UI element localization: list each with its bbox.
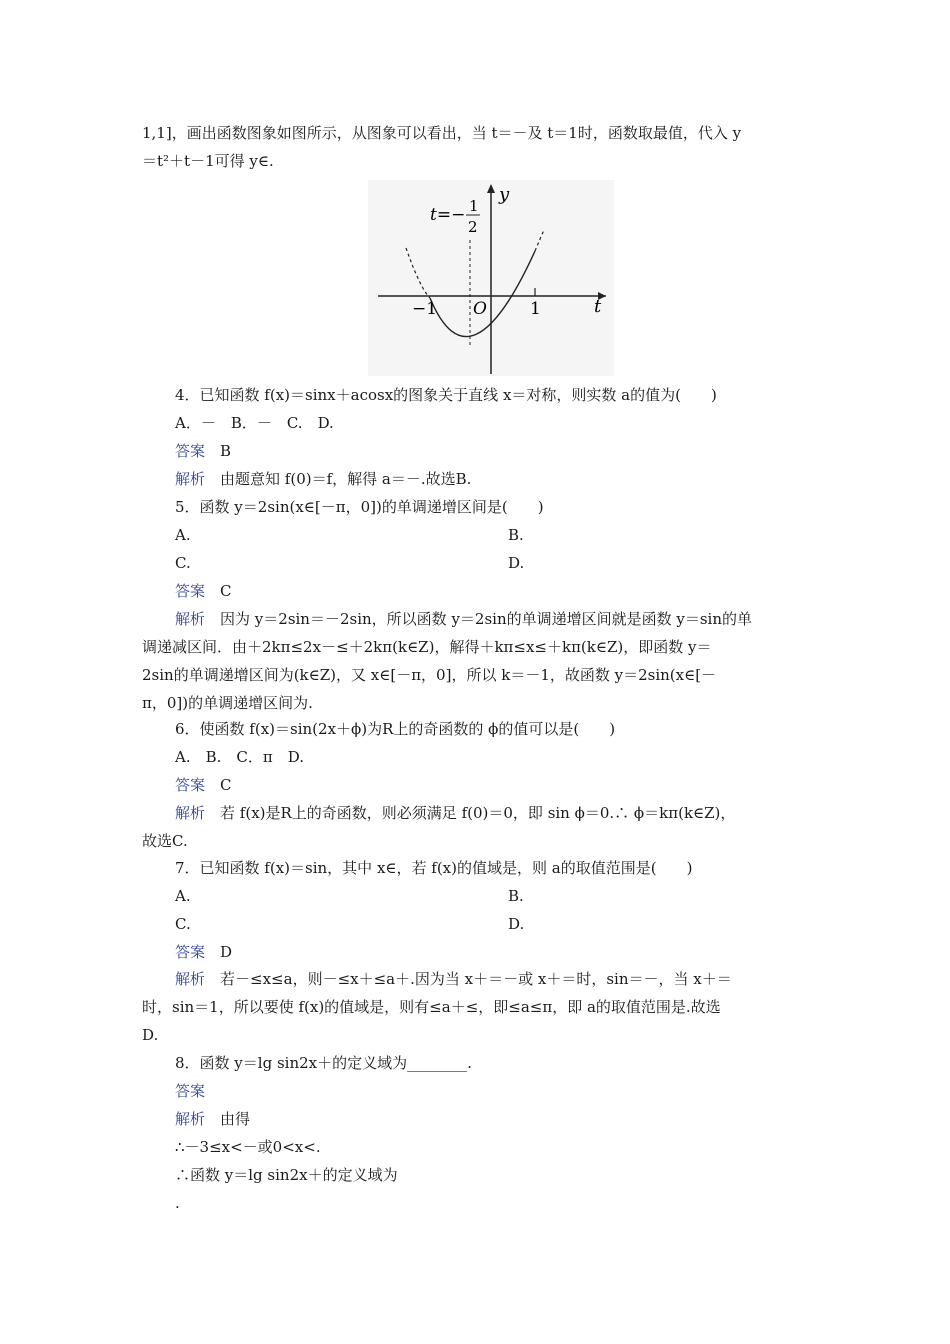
q7-option-d: D. (508, 915, 525, 933)
q5-solution-3: 2sin的单调递增区间为(k∈Z)，又 x∈[－π，0]，所以 k＝－1，故函数 y＝2sin(x∈[－ (142, 666, 717, 684)
q7-solution-2: 时，sin＝1，所以要使 f(x)的值域是，则有≤a＋≤，即≤a≤π，即 a的取值范围是.故选 (142, 998, 721, 1016)
y-axis-label: y (499, 184, 510, 205)
parabola-curve (430, 251, 535, 337)
vertex-denominator: 2 (468, 218, 478, 236)
q6-options: A. B. C．π D. (175, 748, 304, 766)
parabola-figure (368, 180, 614, 376)
q4-options: A．－ B．－ C. D. (175, 414, 334, 432)
vertex-numerator: 1 (469, 197, 479, 215)
parabola-left-dashed (406, 248, 430, 298)
t-axis-label: t (594, 296, 602, 317)
q6-stem: 6．使函数 f(x)＝sin(2x＋ϕ)为R上的奇函数的 ϕ的值可以是( ) (175, 720, 616, 738)
answer-value: D (220, 943, 233, 961)
answer-label: 答案 (175, 442, 206, 460)
solution-label: 解析 (175, 1110, 206, 1128)
q7-solution-1: 解析 若－≤x≤a，则－≤x＋≤a＋.因为当 x＋＝－或 x＋＝时，sin＝－，当 x＋＝ (175, 970, 732, 988)
solution-label: 解析 (175, 804, 206, 822)
q8-stem: 8．函数 y＝lg sin2x＋的定义域为________. (175, 1054, 472, 1072)
q7-answer (175, 942, 232, 962)
q4-solution: 解析 由题意知 f(0)＝f，解得 a＝－.故选B. (175, 470, 472, 488)
q8-solution-1: 解析 由得 (175, 1110, 251, 1128)
solution-label: 解析 (175, 970, 206, 988)
answer-value: B (220, 442, 232, 460)
intro-line-2: ＝t²＋t－1可得 y∈. (142, 152, 274, 170)
q5-option-c: C. (175, 554, 191, 572)
q7-option-b: B. (508, 887, 524, 905)
q7-option-a: A. (175, 887, 191, 905)
q7-option-c: C. (175, 915, 191, 933)
q5-stem: 5．函数 y＝2sin(x∈[－π，0])的单调递增区间是( ) (175, 498, 544, 516)
solution-label: 解析 (175, 610, 206, 628)
q5-answer (175, 581, 232, 601)
q8-solution-3: ∴函数 y＝lg sin2x＋的定义域为 (175, 1166, 398, 1184)
q5-option-b: B. (508, 526, 524, 544)
q5-option-d: D. (508, 554, 525, 572)
q7-solution-3: D. (142, 1026, 159, 1044)
q6-solution-2: 故选C. (142, 832, 188, 850)
intro-line-1: 1,1]，画出函数图象如图所示，从图象可以看出，当 t＝－及 t＝1时，函数取最值，代入 y (142, 124, 742, 142)
answer-label: 答案 (175, 776, 206, 794)
solution-label: 解析 (175, 470, 206, 488)
origin-label: O (473, 299, 487, 319)
answer-value: C (220, 582, 232, 600)
answer-label: 答案 (175, 943, 206, 961)
vertex-t-label: t=− (430, 205, 466, 225)
q6-solution-1: 解析 若 f(x)是R上的奇函数，则必须满足 f(0)＝0，即 sin ϕ＝0.∴ ϕ＝kπ(k∈Z)， (175, 804, 736, 822)
q8-solution-4: . (175, 1194, 180, 1212)
tick-neg1-label: −1 (412, 299, 438, 319)
q5-solution-4: π，0])的单调递增区间为. (142, 694, 313, 712)
q8-solution-2: ∴－3≤x<－或0<x<. (175, 1138, 321, 1156)
q4-stem: 4．已知函数 f(x)＝sinx＋acosx的图象关于直线 x＝对称，则实数 a的值为( ) (175, 386, 717, 404)
q6-answer (175, 775, 232, 795)
tick-1-label: 1 (530, 299, 541, 319)
q5-solution-2: 调递减区间．由＋2kπ≤2x－≤＋2kπ(k∈Z)，解得＋kπ≤x≤＋kπ(k∈Z)，即函数 y＝ (142, 638, 712, 656)
answer-value: C (220, 776, 232, 794)
parabola-graph (368, 180, 614, 376)
q7-stem: 7．已知函数 f(x)＝sin，其中 x∈，若 f(x)的值域是，则 a的取值范围是( ) (175, 859, 693, 877)
q5-solution-1: 解析 因为 y＝2sin＝－2sin，所以函数 y＝2sin的单调递增区间就是函数 y＝sin的单 (175, 610, 753, 628)
q8-answer-label: 答案 (175, 1082, 206, 1100)
parabola-right-dashed (535, 230, 544, 251)
y-axis-arrow (487, 184, 495, 193)
q4-answer (175, 441, 231, 461)
q5-option-a: A. (175, 526, 191, 544)
answer-label: 答案 (175, 582, 206, 600)
